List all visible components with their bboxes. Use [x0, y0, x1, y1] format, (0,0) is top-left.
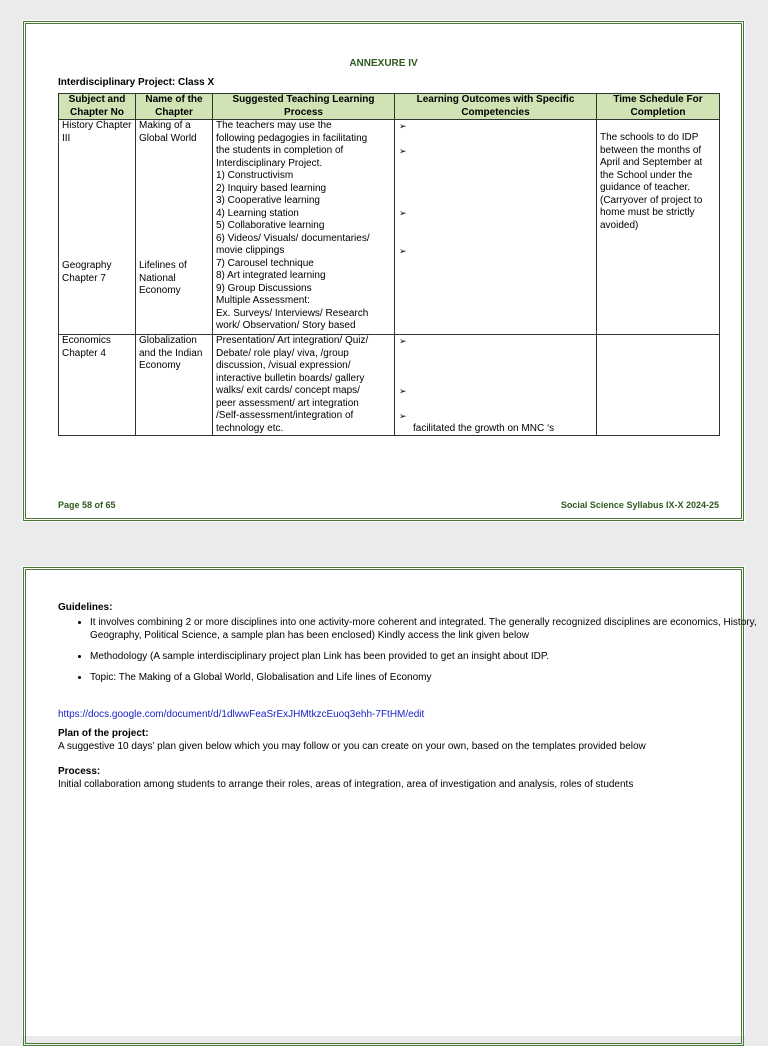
econ-schedule-cell	[597, 335, 720, 436]
header-outcomes: Learning Outcomes with Specific Competencies	[395, 94, 597, 120]
project-title: Interdisciplinary Project: Class X	[58, 77, 215, 88]
document-title-footer: Social Science Syllabus IX-X 2024-25	[560, 500, 719, 510]
process-cell	[213, 120, 395, 335]
google-doc-link[interactable]: https://docs.google.com/document/d/1dlwwFeaSrExJHMtkzcEuoq3ehh-7FtHM/edit	[58, 709, 425, 720]
list-item: • Methodology (A sample interdisciplinary project plan Link has been provided to get an insight about IDP.	[90, 650, 760, 663]
header-subject: Subject and Chapter No	[59, 94, 136, 120]
process-line: 2) Inquiry based learning	[216, 182, 327, 194]
chapter-cell	[136, 120, 213, 335]
process-line: Ex. Surveys/ Interviews/ Research	[216, 307, 369, 319]
schedule-line: The schools to do IDP	[600, 132, 699, 143]
arrow-bullet-icon: ➢	[399, 208, 407, 218]
schedule-line: April and September at	[600, 157, 703, 168]
guidelines-heading: Guidelines:	[58, 602, 113, 613]
econ-process-line: walks/ exit cards/ concept maps/	[216, 385, 360, 396]
outcome-text: facilitated the growth on MNC ‘s	[413, 423, 555, 434]
process-line: work/ Observation/ Story based	[216, 320, 356, 331]
schedule-line: avoided)	[600, 219, 639, 231]
arrow-bullet-icon: ➢	[399, 246, 407, 256]
process-line: 8) Art integrated learning	[216, 270, 326, 281]
list-item: • Topic: The Making of a Global World, Globalisation and Life lines of Economy	[90, 671, 760, 684]
process-line: 3) Cooperative learning	[216, 195, 320, 206]
econ-process-line: Presentation/ Art integration/ Quiz/	[216, 335, 369, 346]
econ-process-list	[216, 335, 391, 435]
econ-process-cell	[213, 335, 395, 436]
process-line: Interdisciplinary Project.	[216, 157, 323, 169]
process-line: the students in completion of	[216, 145, 344, 156]
econ-process-line: interactive bulletin boards/ gallery	[216, 372, 365, 384]
page-number: Page 58 of 65	[58, 500, 116, 510]
process-line: following pedagogies in facilitating	[216, 132, 368, 144]
econ-chapter: Globalization and the Indian Economy	[136, 335, 213, 436]
econ-process-line: technology etc.	[216, 422, 284, 434]
plan-heading: Plan of the project:	[58, 728, 149, 739]
table-header-row	[59, 94, 720, 120]
arrow-bullet-icon: ➢	[399, 386, 407, 396]
arrow-bullet-icon: ➢	[399, 411, 407, 421]
process-line: movie clippings	[216, 245, 285, 256]
arrow-bullet-icon: ➢	[399, 121, 407, 131]
guidelines-list	[58, 616, 760, 692]
econ-process-line: Debate/ role play/ viva, /group	[216, 347, 349, 359]
header-schedule: Time Schedule For Completion	[597, 94, 720, 120]
process-text: Initial collaboration among students to arrange their roles, areas of integration, area of investigation and analysis, roles of students	[58, 779, 634, 790]
econ-process-line: /Self-assessment/integration of	[216, 410, 354, 421]
econ-outcomes-cell	[395, 335, 597, 436]
annexure-table	[58, 93, 720, 436]
process-list	[216, 120, 391, 333]
econ-process-line: peer assessment/ art integration	[216, 397, 359, 409]
outcomes-cell	[395, 120, 597, 335]
schedule-line: home must be strictly	[600, 207, 695, 218]
history-subject: History Chapter III	[62, 120, 132, 144]
history-chapter: Making of a Global World	[139, 120, 197, 144]
header-chapter: Name of the Chapter	[136, 94, 213, 120]
process-heading: Process:	[58, 766, 101, 777]
annexure-heading: ANNEXURE IV	[349, 58, 418, 69]
process-line: 4) Learning station	[216, 207, 299, 219]
geography-subject: Geography Chapter 7	[62, 260, 112, 284]
geography-chapter: Lifelines of National Economy	[139, 260, 187, 296]
list-item: • It involves combining 2 or more disciplines into one activity-more coherent and integrated. The generally recognized disciplines are economics, History, Geography, Political Science, a sample plan has been enclosed) Kindly access the link given below	[90, 616, 760, 642]
arrow-bullet-icon: ➢	[399, 336, 407, 346]
document-page-59	[22, 566, 757, 1036]
process-line: The teachers may use the	[216, 120, 332, 131]
schedule-line: guidance of teacher.	[600, 182, 691, 193]
process-line: 6) Videos/ Visuals/ documentaries/	[216, 232, 370, 244]
econ-process-line: discussion, /visual expression/	[216, 360, 351, 371]
schedule-line: between the months of	[600, 144, 702, 156]
table-row	[59, 120, 720, 335]
process-line: Multiple Assessment:	[216, 295, 310, 306]
schedule-line: the School under the	[600, 169, 693, 181]
arrow-bullet-icon: ➢	[399, 146, 407, 156]
process-line: 7) Carousel technique	[216, 257, 314, 269]
table-row	[59, 335, 720, 436]
header-process: Suggested Teaching Learning Process	[213, 94, 395, 120]
plan-text: A suggestive 10 days’ plan given below which you may follow or you can create on your own, based on the templates provided below	[58, 741, 646, 752]
document-page-58	[22, 20, 745, 522]
econ-subject: Economics Chapter 4	[59, 335, 136, 436]
subject-cell	[59, 120, 136, 335]
process-line: 1) Constructivism	[216, 170, 294, 181]
schedule-text	[600, 132, 716, 232]
schedule-line: (Carryover of project to	[600, 194, 703, 206]
process-line: 9) Group Discussions	[216, 282, 312, 294]
schedule-cell	[597, 120, 720, 335]
process-line: 5) Collaborative learning	[216, 220, 325, 231]
